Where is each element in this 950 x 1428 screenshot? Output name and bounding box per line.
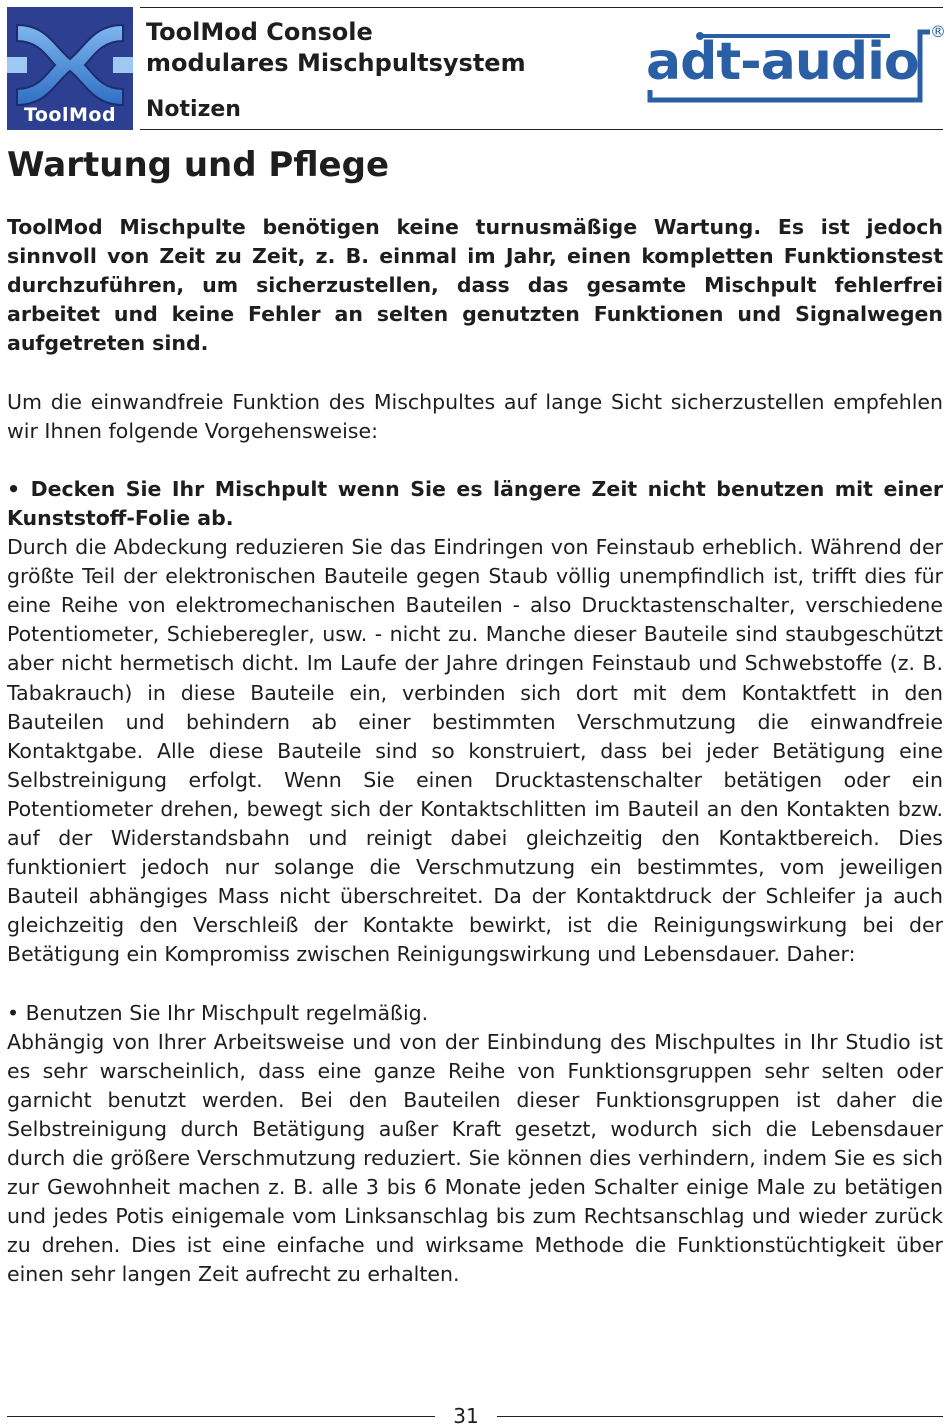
registered-mark: ®: [118, 5, 133, 23]
usage-explanation-paragraph: Abhängig von Ihrer Arbeitsweise und von der Einbindung des Mischpultes in Ihr Studio ist es sehr warscheinlich, dass eine ganze Reihe von Funktionsgruppen sehr selten oder garnicht benutzt werden. Bei den Bauteilen dieser Funktionsgruppen ist daher die Selbstreinigung durch Betätigung außer Kraft gesetzt, wodurch sich die Lebensdauer durch die größere Verschmutzung reduziert. Sie können dies verhindern, indem Sie es sich zur Gewohnheit machen z. B. alle 3 bis 6 Monate jeden Schalter einige Male zu betätigen und jedes Potis einigemale vom Linksanschlag bis zum Rechtsanschlag und wieder zurück zu drehen. Dies ist eine einfache und wirksame Methode die Funktionstüchtigkeit über einen sehr langen Zeit aufrecht zu erhalten.: [7, 1029, 943, 1287]
intro-paragraph: ToolMod Mischpulte benötigen keine turnusmäßige Wartung. Es ist jedoch sinnvoll von Zeit zu Zeit, z. B. einmal im Jahr, einen kompletten Funktionstest durchzuführen, um sicherzustellen, dass das gesamte Mischpult fehlerfrei arbeitet und keine Fehler an selten genutzten Funktionen und Signalwegen aufgetreten sind.: [7, 215, 943, 356]
header-product-line1: ToolMod Console: [146, 18, 373, 46]
page-title: Wartung und Pflege: [7, 145, 390, 185]
toolmod-logo-text: ToolMod: [23, 104, 117, 126]
paragraph-gap: [7, 358, 943, 387]
header-product: [146, 17, 526, 79]
body-text: [7, 213, 943, 1289]
dust-explanation-paragraph: Durch die Abdeckung reduzieren Sie das Eindringen von Feinstaub erheblich. Während der größte Teil der elektronischen Bauteile gegen Staub völlig unempfindlich ist, trifft dies für eine Reihe von elektromechanischen Bauteilen - also Drucktastenschalter, verschiedene Potentiometer, Schieberegler, usw. - nicht zu. Manche dieser Bauteile sind staubgeschützt aber nicht hermetisch dicht. Im Laufe der Jahre dringen Feinstaub und Schwebstoffe (z. B. Tabakrauch) in diese Bauteile ein, verbinden sich dort mit dem Kontaktfett in den Bauteilen und behindern ab einer bestimmten Verschmutzung die einwandfreie Kontaktgabe. Alle diese Bauteile sind so konstruiert, dass bei jeder Betätigung eine Selbstreinigung erfolgt. Wenn Sie einen Drucktastenschalter betätigen oder ein Potentiometer drehen, bewegt sich der Kontaktschlitten im Bauteil an den Kontakten bzw. auf der Widerstandsbahn und reinigt dabei gleichzeitig den Kontaktbereich. Dies funktioniert jedoch nur solange die Verschmutzung ein bestimmtes, vom jeweiligen Bauteil abhängiges Mass nicht überschreitet. Da der Kontaktdruck der Schleifer ja auch gleichzeitig den Verschleiß der Kontakte bewirkt, ist die Reinigungswirkung bei der Betätigung ein Kompromiss zwischen Reinigungswirkung und Lebensdauer. Daher:: [7, 535, 943, 967]
brand-registered-mark: ®: [930, 22, 946, 41]
recommendation-paragraph: Um die einwandfreie Funktion des Mischpultes auf lange Sicht sicherzustellen empfehlen wir Ihnen folgende Vorgehensweise:: [7, 389, 943, 443]
paragraph-gap: [7, 969, 943, 998]
bullet-use-regularly: • Benutzen Sie Ihr Mischpult regelmäßig.: [7, 1000, 429, 1025]
footer-rule-left: [7, 1416, 435, 1417]
adt-audio-logo: [640, 28, 930, 108]
adt-audio-wordmark: adt-audio: [646, 32, 919, 92]
header-product-line2: modulares Mischpultsystem: [146, 49, 526, 77]
toolmod-logo: [7, 7, 133, 130]
paragraph-gap: [7, 446, 943, 475]
page-number: 31: [453, 1404, 479, 1428]
header-rule-bottom: [140, 129, 943, 130]
header-rule-top: [140, 7, 943, 8]
header-section-label: Notizen: [146, 97, 241, 122]
bullet-cover-mixer: • Decken Sie Ihr Mischpult wenn Sie es längere Zeit nicht benutzen mit einer Kunststoff-Folie ab.: [7, 476, 943, 530]
footer-rule-right: [497, 1416, 943, 1417]
